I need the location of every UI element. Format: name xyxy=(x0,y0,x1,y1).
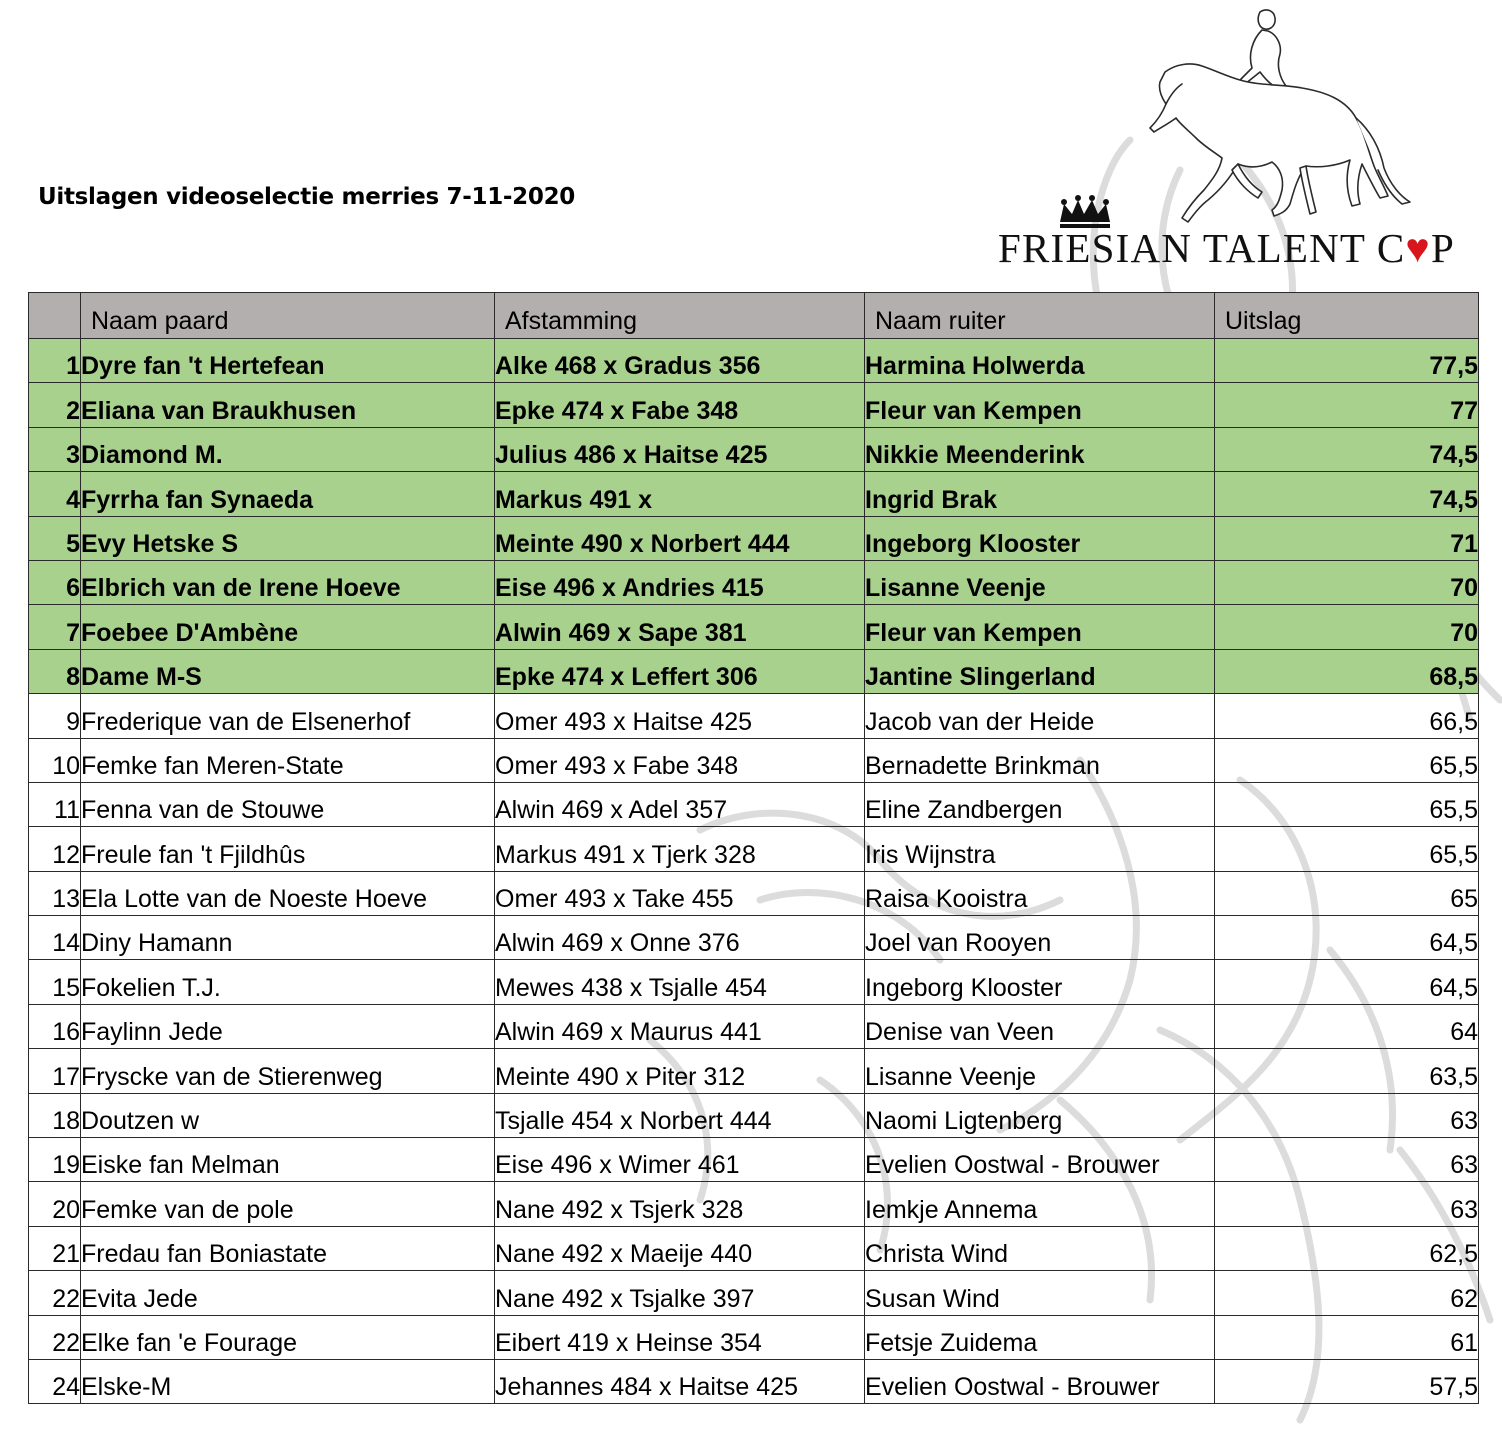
rider-name-cell: Harmina Holwerda xyxy=(865,339,1215,383)
score-cell: 65,5 xyxy=(1215,827,1479,871)
rider-name-cell: Susan Wind xyxy=(865,1271,1215,1315)
pedigree-cell: Alwin 469 x Maurus 441 xyxy=(495,1004,865,1048)
table-row xyxy=(29,871,1479,915)
score-cell: 77,5 xyxy=(1215,339,1479,383)
header-score: Uitslag xyxy=(1215,293,1479,339)
rider-name-cell: Bernadette Brinkman xyxy=(865,738,1215,782)
horse-name-cell: Fenna van de Stouwe xyxy=(81,782,495,826)
page-title: Uitslagen videoselectie merries 7-11-2020 xyxy=(38,184,575,210)
table-row xyxy=(29,383,1479,427)
rider-name-cell: Naomi Ligtenberg xyxy=(865,1093,1215,1137)
pedigree-cell: Markus 491 x xyxy=(495,472,865,516)
score-cell: 66,5 xyxy=(1215,694,1479,738)
rank-cell: 22 xyxy=(29,1315,81,1359)
rank-cell: 9 xyxy=(29,694,81,738)
table-row xyxy=(29,1004,1479,1048)
horse-name-cell: Fyrrha fan Synaeda xyxy=(81,472,495,516)
horse-name-cell: Femke fan Meren-State xyxy=(81,738,495,782)
rider-name-cell: Jacob van der Heide xyxy=(865,694,1215,738)
rider-name-cell: Fetsje Zuidema xyxy=(865,1315,1215,1359)
table-row xyxy=(29,1359,1479,1403)
horse-name-cell: Diny Hamann xyxy=(81,916,495,960)
rider-name-cell: Ingeborg Klooster xyxy=(865,960,1215,1004)
header-rider: Naam ruiter xyxy=(865,293,1215,339)
horse-name-cell: Elke fan 'e Fourage xyxy=(81,1315,495,1359)
rank-cell: 2 xyxy=(29,383,81,427)
pedigree-cell: Alke 468 x Gradus 356 xyxy=(495,339,865,383)
table-row xyxy=(29,516,1479,560)
horse-name-cell: Eliana van Braukhusen xyxy=(81,383,495,427)
horse-name-cell: Diamond M. xyxy=(81,427,495,471)
score-cell: 62,5 xyxy=(1215,1226,1479,1270)
pedigree-cell: Tsjalle 454 x Norbert 444 xyxy=(495,1093,865,1137)
rank-cell: 17 xyxy=(29,1049,81,1093)
pedigree-cell: Eibert 419 x Heinse 354 xyxy=(495,1315,865,1359)
rider-name-cell: Eline Zandbergen xyxy=(865,782,1215,826)
table-row xyxy=(29,1182,1479,1226)
pedigree-cell: Jehannes 484 x Haitse 425 xyxy=(495,1359,865,1403)
table-row xyxy=(29,1049,1479,1093)
rank-cell: 6 xyxy=(29,560,81,604)
score-cell: 64,5 xyxy=(1215,960,1479,1004)
score-cell: 65,5 xyxy=(1215,782,1479,826)
pedigree-cell: Alwin 469 x Onne 376 xyxy=(495,916,865,960)
table-row xyxy=(29,339,1479,383)
table-row xyxy=(29,560,1479,604)
pedigree-cell: Omer 493 x Haitse 425 xyxy=(495,694,865,738)
horse-name-cell: Elske-M xyxy=(81,1359,495,1403)
score-cell: 63 xyxy=(1215,1138,1479,1182)
table-row xyxy=(29,649,1479,693)
rank-cell: 18 xyxy=(29,1093,81,1137)
rank-cell: 15 xyxy=(29,960,81,1004)
rank-cell: 8 xyxy=(29,649,81,693)
horse-name-cell: Evy Hetske S xyxy=(81,516,495,560)
rank-cell: 4 xyxy=(29,472,81,516)
pedigree-cell: Epke 474 x Fabe 348 xyxy=(495,383,865,427)
table-row xyxy=(29,1093,1479,1137)
score-cell: 71 xyxy=(1215,516,1479,560)
rider-name-cell: Jantine Slingerland xyxy=(865,649,1215,693)
rider-name-cell: Iris Wijnstra xyxy=(865,827,1215,871)
rank-cell: 22 xyxy=(29,1271,81,1315)
rider-name-cell: Fleur van Kempen xyxy=(865,605,1215,649)
rank-cell: 16 xyxy=(29,1004,81,1048)
pedigree-cell: Nane 492 x Tsjalke 397 xyxy=(495,1271,865,1315)
horse-name-cell: Fryscke van de Stierenweg xyxy=(81,1049,495,1093)
score-cell: 65,5 xyxy=(1215,738,1479,782)
pedigree-cell: Meinte 490 x Piter 312 xyxy=(495,1049,865,1093)
pedigree-cell: Epke 474 x Leffert 306 xyxy=(495,649,865,693)
table-row xyxy=(29,1226,1479,1270)
table-row xyxy=(29,782,1479,826)
rider-name-cell: Raisa Kooistra xyxy=(865,871,1215,915)
rider-name-cell: Evelien Oostwal - Brouwer xyxy=(865,1359,1215,1403)
score-cell: 74,5 xyxy=(1215,472,1479,516)
table-row xyxy=(29,694,1479,738)
score-cell: 63,5 xyxy=(1215,1049,1479,1093)
table-row xyxy=(29,472,1479,516)
rank-cell: 20 xyxy=(29,1182,81,1226)
table-row xyxy=(29,916,1479,960)
rider-name-cell: Evelien Oostwal - Brouwer xyxy=(865,1138,1215,1182)
rank-cell: 24 xyxy=(29,1359,81,1403)
pedigree-cell: Meinte 490 x Norbert 444 xyxy=(495,516,865,560)
pedigree-cell: Julius 486 x Haitse 425 xyxy=(495,427,865,471)
score-cell: 64,5 xyxy=(1215,916,1479,960)
score-cell: 61 xyxy=(1215,1315,1479,1359)
pedigree-cell: Alwin 469 x Adel 357 xyxy=(495,782,865,826)
horse-name-cell: Fredau fan Boniastate xyxy=(81,1226,495,1270)
rider-name-cell: Denise van Veen xyxy=(865,1004,1215,1048)
pedigree-cell: Markus 491 x Tjerk 328 xyxy=(495,827,865,871)
rank-cell: 13 xyxy=(29,871,81,915)
score-cell: 74,5 xyxy=(1215,427,1479,471)
table-row xyxy=(29,960,1479,1004)
score-cell: 65 xyxy=(1215,871,1479,915)
horse-name-cell: Femke van de pole xyxy=(81,1182,495,1226)
score-cell: 68,5 xyxy=(1215,649,1479,693)
table-header-row xyxy=(29,293,1479,339)
rider-name-cell: Nikkie Meenderink xyxy=(865,427,1215,471)
header-horse: Naam paard xyxy=(81,293,495,339)
rank-cell: 14 xyxy=(29,916,81,960)
rank-cell: 19 xyxy=(29,1138,81,1182)
horse-name-cell: Fokelien T.J. xyxy=(81,960,495,1004)
score-cell: 57,5 xyxy=(1215,1359,1479,1403)
score-cell: 64 xyxy=(1215,1004,1479,1048)
score-cell: 62 xyxy=(1215,1271,1479,1315)
horse-name-cell: Foebee D'Ambène xyxy=(81,605,495,649)
rank-cell: 3 xyxy=(29,427,81,471)
table-row xyxy=(29,605,1479,649)
results-table xyxy=(28,292,1479,1404)
pedigree-cell: Mewes 438 x Tsjalle 454 xyxy=(495,960,865,1004)
pedigree-cell: Omer 493 x Take 455 xyxy=(495,871,865,915)
rank-cell: 5 xyxy=(29,516,81,560)
score-cell: 70 xyxy=(1215,560,1479,604)
horse-name-cell: Faylinn Jede xyxy=(81,1004,495,1048)
rider-name-cell: Lisanne Veenje xyxy=(865,560,1215,604)
pedigree-cell: Alwin 469 x Sape 381 xyxy=(495,605,865,649)
horse-name-cell: Elbrich van de Irene Hoeve xyxy=(81,560,495,604)
rank-cell: 21 xyxy=(29,1226,81,1270)
rank-cell: 1 xyxy=(29,339,81,383)
score-cell: 70 xyxy=(1215,605,1479,649)
table-row xyxy=(29,827,1479,871)
horse-name-cell: Freule fan 't Fjildhûs xyxy=(81,827,495,871)
rider-name-cell: Iemkje Annema xyxy=(865,1182,1215,1226)
horse-name-cell: Dame M-S xyxy=(81,649,495,693)
header-rank xyxy=(29,293,81,339)
header-pedigree: Afstamming xyxy=(495,293,865,339)
rider-name-cell: Fleur van Kempen xyxy=(865,383,1215,427)
rank-cell: 12 xyxy=(29,827,81,871)
rank-cell: 11 xyxy=(29,782,81,826)
pedigree-cell: Nane 492 x Tsjerk 328 xyxy=(495,1182,865,1226)
crown-icon xyxy=(1060,195,1110,228)
score-cell: 63 xyxy=(1215,1182,1479,1226)
pedigree-cell: Eise 496 x Wimer 461 xyxy=(495,1138,865,1182)
score-cell: 63 xyxy=(1215,1093,1479,1137)
rider-name-cell: Christa Wind xyxy=(865,1226,1215,1270)
horse-name-cell: Ela Lotte van de Noeste Hoeve xyxy=(81,871,495,915)
table-row xyxy=(29,1271,1479,1315)
table-row xyxy=(29,1138,1479,1182)
horse-name-cell: Doutzen w xyxy=(81,1093,495,1137)
logo-text: FRIESIAN TALENT C♥P xyxy=(998,225,1455,271)
rider-name-cell: Lisanne Veenje xyxy=(865,1049,1215,1093)
horse-name-cell: Eiske fan Melman xyxy=(81,1138,495,1182)
table-row xyxy=(29,427,1479,471)
score-cell: 77 xyxy=(1215,383,1479,427)
horse-name-cell: Frederique van de Elsenerhof xyxy=(81,694,495,738)
horse-name-cell: Evita Jede xyxy=(81,1271,495,1315)
horse-name-cell: Dyre fan 't Hertefean xyxy=(81,339,495,383)
rider-name-cell: Joel van Rooyen xyxy=(865,916,1215,960)
table-row xyxy=(29,738,1479,782)
pedigree-cell: Eise 496 x Andries 415 xyxy=(495,560,865,604)
heart-icon: ♥ xyxy=(1405,225,1431,271)
rider-name-cell: Ingeborg Klooster xyxy=(865,516,1215,560)
pedigree-cell: Omer 493 x Fabe 348 xyxy=(495,738,865,782)
rank-cell: 7 xyxy=(29,605,81,649)
rank-cell: 10 xyxy=(29,738,81,782)
rider-name-cell: Ingrid Brak xyxy=(865,472,1215,516)
pedigree-cell: Nane 492 x Maeije 440 xyxy=(495,1226,865,1270)
table-row xyxy=(29,1315,1479,1359)
